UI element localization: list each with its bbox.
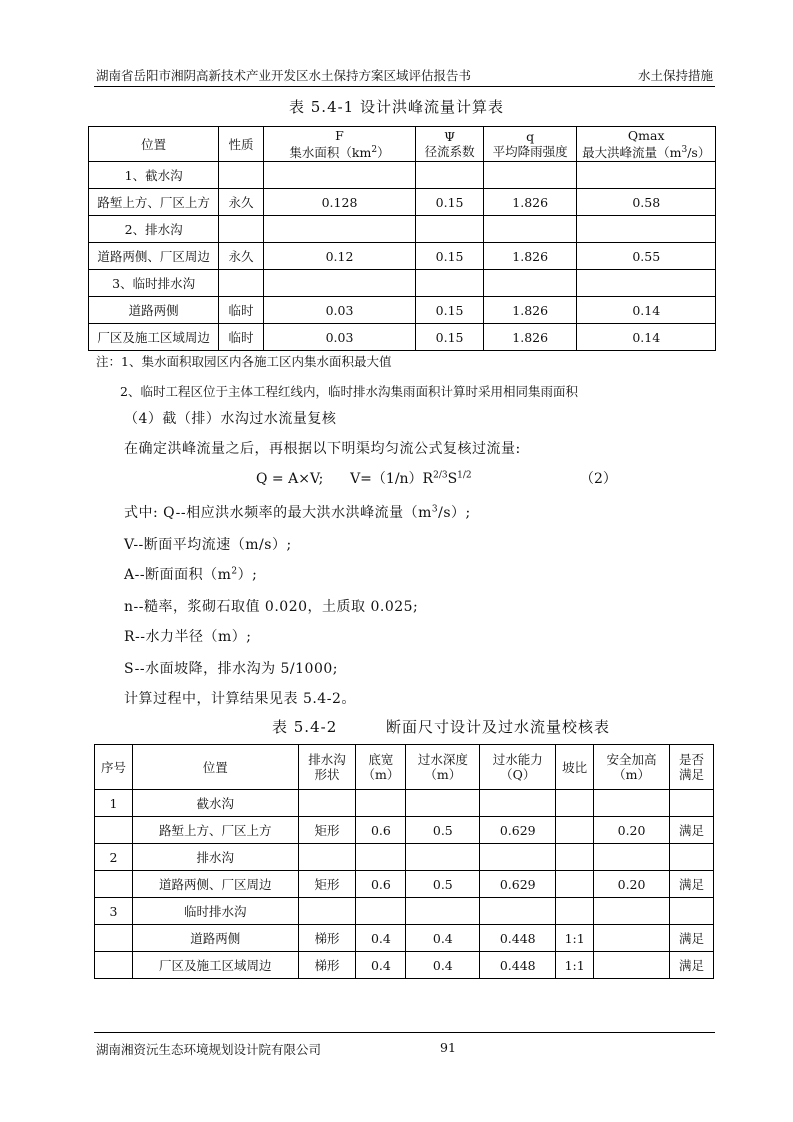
capacity-cell bbox=[480, 844, 556, 871]
col-shape-header: 排水沟 形状 bbox=[298, 745, 356, 790]
seq-cell bbox=[95, 952, 133, 979]
position-cell: 厂区及施工区域周边 bbox=[89, 324, 219, 351]
peak-flow-cell bbox=[577, 270, 716, 297]
formula-intro: 在确定洪峰流量之后，再根据以下明渠均匀流公式复核过流量: bbox=[124, 441, 521, 457]
slope-cell: 1:1 bbox=[556, 952, 594, 979]
water-depth-cell: 0.5 bbox=[406, 817, 480, 844]
peak-flow-cell: 0.14 bbox=[577, 324, 716, 351]
definition-a: A--断面面积$(m^2)$; bbox=[124, 566, 258, 583]
seq-cell bbox=[95, 871, 133, 898]
col-safety-header: 安全加高 （m） bbox=[594, 745, 670, 790]
col-seq-header: 序号 bbox=[95, 745, 133, 790]
catchment-area-cell bbox=[263, 162, 416, 189]
table2-caption-title: 断面尺寸设计及过水流量校核表 bbox=[386, 718, 611, 736]
table-row bbox=[95, 898, 714, 925]
shape-cell bbox=[298, 844, 356, 871]
col-runoff-header: Ψ 径流系数 bbox=[416, 127, 484, 162]
table1-header-row bbox=[89, 127, 716, 162]
satisfied-cell: 满足 bbox=[670, 871, 714, 898]
definition-q: 式中: Q--相应洪水频率的最大洪水洪峰流量$(m^3/s)$; bbox=[124, 504, 471, 521]
table-row bbox=[89, 324, 716, 351]
position-cell: 道路两侧、厂区周边 bbox=[132, 871, 298, 898]
table-row bbox=[89, 162, 716, 189]
slope-cell bbox=[556, 790, 594, 817]
header-divider bbox=[94, 86, 715, 87]
definition-v: V--断面平均流速（m/s）; bbox=[124, 537, 292, 553]
table1-caption: 表 5.4-1 设计洪峰流量计算表 bbox=[288, 98, 504, 116]
safety-height-cell: 0.20 bbox=[594, 871, 670, 898]
bottom-width-cell bbox=[356, 790, 406, 817]
satisfied-cell: 满足 bbox=[670, 952, 714, 979]
slope-cell bbox=[556, 871, 594, 898]
slope-cell bbox=[556, 898, 594, 925]
table-row bbox=[89, 189, 716, 216]
safety-height-cell: 0.20 bbox=[594, 817, 670, 844]
satisfied-cell bbox=[670, 790, 714, 817]
rainfall-intensity-cell: 1.826 bbox=[483, 243, 577, 270]
catchment-area-cell: 0.03 bbox=[263, 297, 416, 324]
flood-peak-table bbox=[88, 126, 716, 351]
col-slope-header: 坡比 bbox=[556, 745, 594, 790]
calc-result-text: 计算过程中，计算结果见表 5.4-2。 bbox=[124, 691, 356, 707]
col-qmax-header: Qmax 最大洪峰流量$(m^3/s)$ bbox=[577, 127, 716, 162]
safety-height-cell bbox=[594, 952, 670, 979]
col-capacity-header: 过水能力 （Q） bbox=[480, 745, 556, 790]
seq-cell bbox=[95, 817, 133, 844]
capacity-cell: 0.448 bbox=[480, 952, 556, 979]
bottom-width-cell: 0.4 bbox=[356, 925, 406, 952]
rainfall-intensity-cell: 1.826 bbox=[483, 297, 577, 324]
col-nature-header: 性质 bbox=[219, 127, 264, 162]
runoff-coefficient-cell: 0.15 bbox=[416, 243, 484, 270]
position-cell: 道路两侧、厂区周边 bbox=[89, 243, 219, 270]
footer-divider bbox=[94, 1032, 715, 1033]
rainfall-intensity-cell: 1.826 bbox=[483, 324, 577, 351]
rainfall-intensity-cell bbox=[483, 270, 577, 297]
position-cell: 路堑上方、厂区上方 bbox=[89, 189, 219, 216]
shape-cell bbox=[298, 790, 356, 817]
capacity-cell: 0.448 bbox=[480, 925, 556, 952]
bottom-width-cell bbox=[356, 844, 406, 871]
peak-flow-cell: 0.14 bbox=[577, 297, 716, 324]
col-depth-header: 过水深度 （m） bbox=[406, 745, 480, 790]
capacity-cell bbox=[480, 790, 556, 817]
peak-flow-cell: 0.58 bbox=[577, 189, 716, 216]
position-cell: 厂区及施工区域周边 bbox=[132, 952, 298, 979]
seq-cell: 2 bbox=[95, 844, 133, 871]
runoff-coefficient-cell: 0.15 bbox=[416, 189, 484, 216]
runoff-coefficient-cell bbox=[416, 216, 484, 243]
footer-company: 湖南湘资沅生态环境规划设计院有限公司 bbox=[96, 1042, 322, 1057]
section-heading: （4）截（排）水沟过水流量复核 bbox=[124, 411, 337, 427]
position-cell: 排水沟 bbox=[132, 844, 298, 871]
col-rainfall-header: q 平均降雨强度 bbox=[483, 127, 577, 162]
nature-cell: 临时 bbox=[219, 297, 264, 324]
seq-cell: 1 bbox=[95, 790, 133, 817]
position-cell: 2、排水沟 bbox=[89, 216, 219, 243]
safety-height-cell bbox=[594, 790, 670, 817]
water-depth-cell: 0.4 bbox=[406, 925, 480, 952]
peak-flow-cell: 0.55 bbox=[577, 243, 716, 270]
table-row bbox=[89, 216, 716, 243]
bottom-width-cell: 0.6 bbox=[356, 817, 406, 844]
satisfied-cell bbox=[670, 844, 714, 871]
bottom-width-cell bbox=[356, 898, 406, 925]
safety-height-cell bbox=[594, 844, 670, 871]
table-row bbox=[95, 925, 714, 952]
position-cell: 路堑上方、厂区上方 bbox=[132, 817, 298, 844]
bottom-width-cell: 0.4 bbox=[356, 952, 406, 979]
runoff-coefficient-cell bbox=[416, 162, 484, 189]
definition-s: S--水面坡降，排水沟为 5/1000; bbox=[124, 661, 338, 677]
formula-number: （2） bbox=[580, 471, 617, 487]
table-row bbox=[95, 952, 714, 979]
table1-note-2: 2、临时工程区位于主体工程红线内，临时排水沟集雨面积计算时采用相同集雨面积 bbox=[120, 384, 578, 399]
manning-formula: Q = A×V; $V=(1/n)R^{2/3}S^{1/2}$ bbox=[256, 470, 472, 487]
capacity-cell: 0.629 bbox=[480, 817, 556, 844]
water-depth-cell: 0.4 bbox=[406, 952, 480, 979]
table-row bbox=[95, 790, 714, 817]
runoff-coefficient-cell: 0.15 bbox=[416, 297, 484, 324]
col-position-header: 位置 bbox=[132, 745, 298, 790]
runoff-coefficient-cell bbox=[416, 270, 484, 297]
slope-cell bbox=[556, 844, 594, 871]
nature-cell bbox=[219, 216, 264, 243]
satisfied-cell: 满足 bbox=[670, 817, 714, 844]
position-cell: 截水沟 bbox=[132, 790, 298, 817]
table-row bbox=[95, 871, 714, 898]
definition-n: n--糙率，浆砌石取值 0.020，土质取 0.025; bbox=[124, 599, 419, 615]
runoff-coefficient-cell: 0.15 bbox=[416, 324, 484, 351]
shape-cell: 矩形 bbox=[298, 817, 356, 844]
safety-height-cell bbox=[594, 925, 670, 952]
table1-note-1: 注：1、集水面积取园区内各施工区内集水面积最大值 bbox=[96, 354, 392, 369]
rainfall-intensity-cell bbox=[483, 162, 577, 189]
nature-cell bbox=[219, 270, 264, 297]
seq-cell: 3 bbox=[95, 898, 133, 925]
catchment-area-cell: 0.128 bbox=[263, 189, 416, 216]
table-row bbox=[89, 270, 716, 297]
bottom-width-cell: 0.6 bbox=[356, 871, 406, 898]
col-position-header: 位置 bbox=[89, 127, 219, 162]
header-report-title: 湖南省岳阳市湘阴高新技术产业开发区水土保持方案区域评估报告书 bbox=[96, 68, 472, 83]
water-depth-cell: 0.5 bbox=[406, 871, 480, 898]
shape-cell: 矩形 bbox=[298, 871, 356, 898]
shape-cell: 梯形 bbox=[298, 925, 356, 952]
section-check-table bbox=[94, 744, 714, 979]
position-cell: 1、截水沟 bbox=[89, 162, 219, 189]
capacity-cell bbox=[480, 898, 556, 925]
table-row bbox=[95, 817, 714, 844]
safety-height-cell bbox=[594, 898, 670, 925]
table2-caption-number: 表 5.4-2 bbox=[272, 718, 338, 736]
table2-header-row bbox=[95, 745, 714, 790]
nature-cell: 永久 bbox=[219, 243, 264, 270]
shape-cell: 梯形 bbox=[298, 952, 356, 979]
col-catchment-header: F 集水面积$(km^2)$ bbox=[263, 127, 416, 162]
rainfall-intensity-cell bbox=[483, 216, 577, 243]
catchment-area-cell bbox=[263, 270, 416, 297]
col-width-header: 底宽 （m） bbox=[356, 745, 406, 790]
position-cell: 3、临时排水沟 bbox=[89, 270, 219, 297]
table-row bbox=[89, 297, 716, 324]
peak-flow-cell bbox=[577, 216, 716, 243]
catchment-area-cell bbox=[263, 216, 416, 243]
peak-flow-cell bbox=[577, 162, 716, 189]
catchment-area-cell: 0.12 bbox=[263, 243, 416, 270]
seq-cell bbox=[95, 925, 133, 952]
table-row bbox=[89, 243, 716, 270]
slope-cell: 1:1 bbox=[556, 925, 594, 952]
position-cell: 道路两侧 bbox=[132, 925, 298, 952]
position-cell: 道路两侧 bbox=[89, 297, 219, 324]
col-ok-header: 是否 满足 bbox=[670, 745, 714, 790]
nature-cell: 临时 bbox=[219, 324, 264, 351]
satisfied-cell: 满足 bbox=[670, 925, 714, 952]
rainfall-intensity-cell: 1.826 bbox=[483, 189, 577, 216]
definition-r: R--水力半径（m）; bbox=[124, 629, 252, 645]
page-number: 91 bbox=[440, 1040, 456, 1055]
water-depth-cell bbox=[406, 898, 480, 925]
nature-cell bbox=[219, 162, 264, 189]
satisfied-cell bbox=[670, 898, 714, 925]
capacity-cell: 0.629 bbox=[480, 871, 556, 898]
table-row bbox=[95, 844, 714, 871]
header-section-name: 水土保持措施 bbox=[637, 68, 713, 83]
position-cell: 临时排水沟 bbox=[132, 898, 298, 925]
water-depth-cell bbox=[406, 844, 480, 871]
slope-cell bbox=[556, 817, 594, 844]
nature-cell: 永久 bbox=[219, 189, 264, 216]
catchment-area-cell: 0.03 bbox=[263, 324, 416, 351]
shape-cell bbox=[298, 898, 356, 925]
water-depth-cell bbox=[406, 790, 480, 817]
